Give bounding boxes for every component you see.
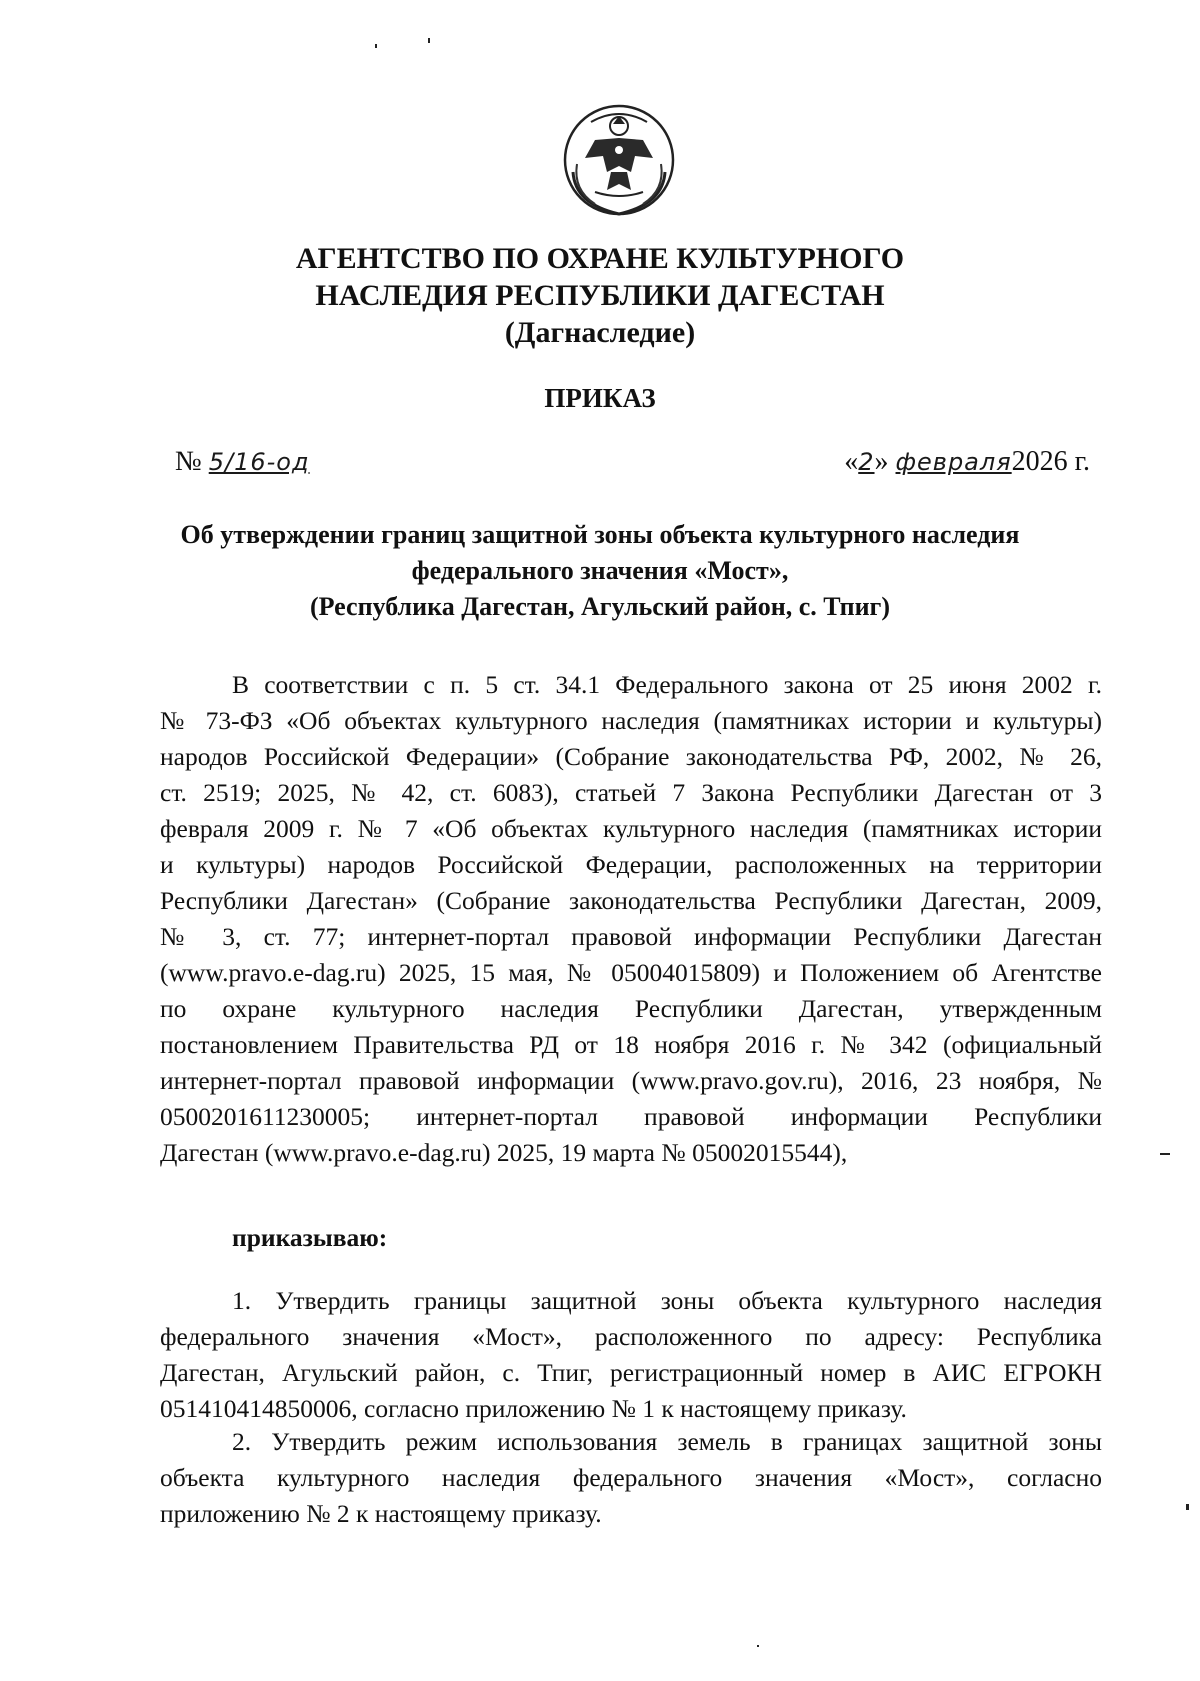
agency-name-line1: АГЕНТСТВО ПО ОХРАНЕ КУЛЬТУРНОГО bbox=[295, 242, 905, 275]
order-subject bbox=[0, 517, 1200, 625]
preamble-line: № 3, ст. 77; интернет-портал правовой информации Республики Дагестан bbox=[160, 922, 1102, 951]
scan-speck bbox=[757, 1645, 759, 1647]
item-line: объекта культурного наследия федерального значения «Мост», согласно bbox=[160, 1463, 1102, 1492]
item-line: Дагестан, Агульский район, с. Тпиг, регистрационный номер в АИС ЕГРОКН bbox=[160, 1358, 1102, 1387]
date-month-handwritten: февраля bbox=[895, 448, 1012, 476]
order-number bbox=[175, 446, 310, 478]
agency-short-name: (Дагнаследие) bbox=[504, 316, 696, 349]
preamble-line: по охране культурного наследия Республики Дагестан, утвержденным bbox=[160, 994, 1102, 1023]
preamble-line: ст. 2519; 2025, № 42, ст. 6083), статьей 7 Закона Республики Дагестан от 3 bbox=[160, 778, 1102, 807]
preamble-paragraph bbox=[160, 667, 1102, 1171]
preamble-line: 0500201611230005; интернет-портал правовой информации Республики bbox=[160, 1102, 1102, 1131]
preamble-line: № 73-ФЗ «Об объектах культурного наследия (памятниках истории и культуры) bbox=[160, 706, 1102, 735]
order-date bbox=[844, 446, 1090, 478]
preamble-line: февраля 2009 г. № 7 «Об объектах культурного наследия (памятниках истории bbox=[160, 814, 1102, 843]
coat-of-arms-emblem bbox=[555, 100, 683, 220]
order-number-prefix: № bbox=[175, 446, 202, 477]
order-title: ПРИКАЗ bbox=[544, 383, 656, 413]
subject-line2: федерального значения «Мост», bbox=[411, 556, 789, 585]
scan-speck bbox=[428, 38, 430, 43]
item-line: 2. Утвердить режим использования земель в границах защитной зоны bbox=[232, 1427, 1102, 1456]
date-day-handwritten: 2 bbox=[858, 448, 875, 476]
date-quote-close: » bbox=[874, 446, 889, 477]
item-line: 051410414850006, согласно приложению № 1 к настоящему приказу. bbox=[160, 1394, 907, 1423]
item-line: 1. Утвердить границы защитной зоны объекта культурного наследия bbox=[232, 1286, 1102, 1315]
preamble-line: (www.pravo.e-dag.ru) 2025, 15 мая, № 05004015809) и Положением об Агентстве bbox=[160, 958, 1102, 987]
agency-name bbox=[0, 240, 1200, 351]
order-number-handwritten: 5/16-од bbox=[208, 448, 310, 476]
date-quote-open: « bbox=[844, 446, 859, 477]
item-line: федерального значения «Мост», расположенного по адресу: Республика bbox=[160, 1322, 1102, 1351]
preamble-line: постановлением Правительства РД от 18 ноября 2016 г. № 342 (официальный bbox=[160, 1030, 1102, 1059]
order-item-1 bbox=[160, 1283, 1102, 1427]
preamble-line: интернет-портал правовой информации (www.pravo.gov.ru), 2016, 23 ноября, № bbox=[160, 1066, 1102, 1095]
date-year: 2026 г. bbox=[1011, 446, 1090, 477]
agency-name-line2: НАСЛЕДИЯ РЕСПУБЛИКИ ДАГЕСТАН bbox=[315, 279, 885, 312]
preamble-line: Дагестан (www.pravo.e-dag.ru) 2025, 19 марта № 05002015544), bbox=[160, 1138, 848, 1167]
preamble-line: В соответствии с п. 5 ст. 34.1 Федерального закона от 25 июня 2002 г. bbox=[232, 670, 1102, 699]
preamble-line: и культуры) народов Российской Федерации, расположенных на территории bbox=[160, 850, 1102, 879]
subject-line1: Об утверждении границ защитной зоны объекта культурного наследия bbox=[180, 520, 1020, 549]
preamble-line: народов Российской Федерации» (Собрание законодательства РФ, 2002, № 26, bbox=[160, 742, 1102, 771]
decree-label: приказываю: bbox=[232, 1223, 388, 1252]
preamble-line: Республики Дагестан» (Собрание законодательства Республики Дагестан, 2009, bbox=[160, 886, 1102, 915]
item-line: приложению № 2 к настоящему приказу. bbox=[160, 1499, 602, 1528]
scan-speck bbox=[375, 44, 377, 48]
subject-line3: (Республика Дагестан, Агульский район, с. Тпиг) bbox=[309, 592, 891, 621]
scan-speck bbox=[1186, 1504, 1189, 1510]
scan-speck bbox=[1160, 1153, 1170, 1155]
order-item-2 bbox=[160, 1424, 1102, 1532]
